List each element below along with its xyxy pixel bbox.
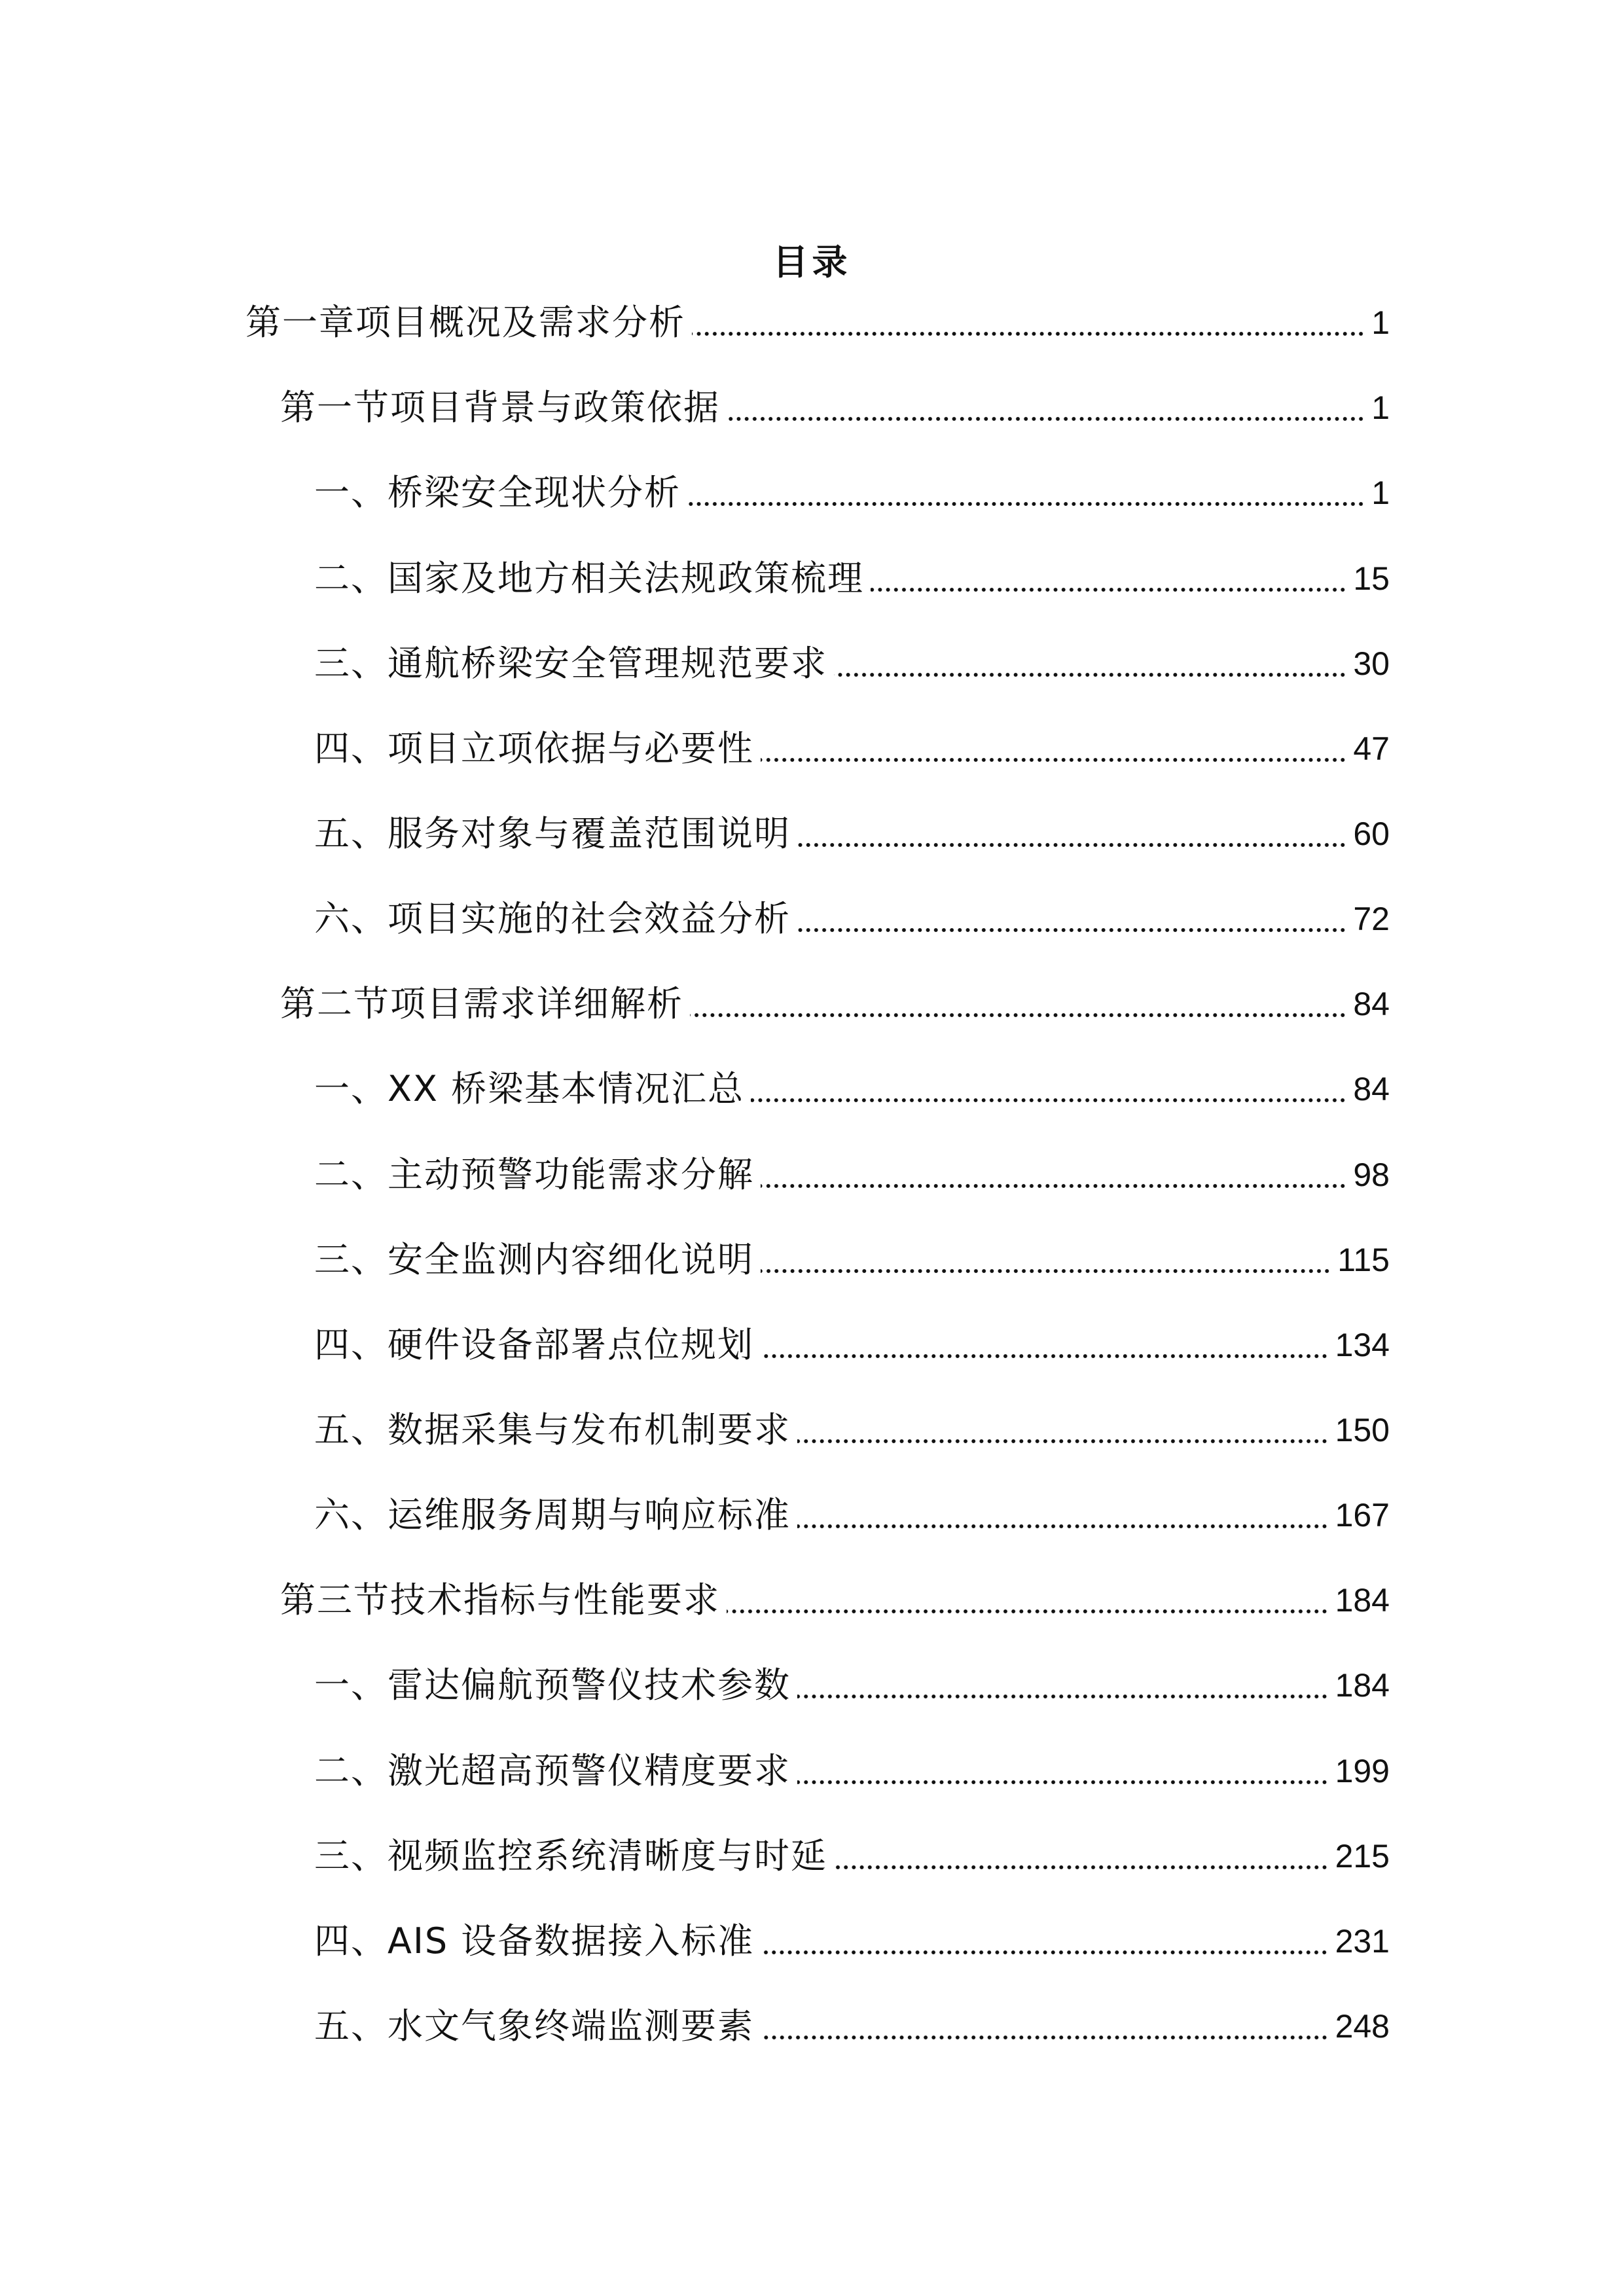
toc-entry-page: 30 [1353,645,1390,682]
toc-leader-dots [834,1865,1329,1870]
toc-entry-label: 三、视频监控系统清晰度与时延 [314,1835,827,1876]
toc-entry-label: 第三节技术指标与性能要求 [280,1579,720,1621]
toc-entry-label: 第一章项目概况及需求分析 [245,302,685,343]
toc-entry-item[interactable] [314,1316,1390,1368]
toc-entry-item[interactable] [314,889,1390,942]
toc-entry-page: 248 [1335,2008,1390,2045]
toc-entry-label: 二、主动预警功能需求分解 [314,1154,754,1195]
toc-leader-dots [751,1098,1346,1103]
toc-entry-page: 215 [1335,1838,1390,1874]
toc-leader-dots [761,1950,1328,1955]
toc-leader-dots [761,2035,1329,2040]
toc-entry-item[interactable] [314,1060,1390,1112]
toc-entry-section-3[interactable] [280,1571,1390,1623]
toc-entry-label: 二、激光超高预警仪精度要求 [314,1750,791,1791]
toc-entry-item[interactable] [314,804,1390,857]
toc-entry-page: 199 [1335,1753,1390,1789]
toc-entry-item[interactable] [314,463,1390,516]
toc-entry-label: 一、桥梁安全现状分析 [314,472,681,513]
toc-entry-item[interactable] [314,1997,1390,2049]
toc-entry-page: 184 [1335,1582,1390,1619]
toc-entry-label: 三、安全监测内容细化说明 [314,1239,754,1280]
toc-leader-dots [761,1354,1329,1359]
toc-entry-label: 五、水文气象终端监测要素 [314,2005,754,2047]
toc-entry-label: 五、数据采集与发布机制要求 [314,1409,791,1450]
toc-entry-label: 五、服务对象与覆盖范围说明 [314,813,791,854]
toc-entry-page: 98 [1353,1157,1390,1193]
toc-leader-dots [797,1439,1329,1444]
toc-entry-label: 一、XX 桥梁基本情况汇总 [314,1068,745,1109]
toc-entry-page: 15 [1353,560,1390,597]
toc-entry-item[interactable] [314,1486,1390,1538]
toc-entry-label: 六、项目实施的社会效益分析 [314,898,791,939]
toc-leader-dots [761,1268,1331,1274]
toc-entry-label: 一、雷达偏航预警仪技术参数 [314,1664,791,1706]
toc-leader-dots [687,501,1365,507]
toc-entry-page: 150 [1335,1412,1390,1448]
toc-title: 目录 [772,242,852,283]
toc-entry-item[interactable] [314,719,1390,772]
toc-entry-page: 1 [1371,389,1390,426]
toc-entry-chapter-1[interactable] [245,293,1390,346]
toc-entry-item[interactable] [314,1401,1390,1453]
toc-entry-page: 167 [1335,1497,1390,1534]
toc-entry-section-1[interactable] [280,378,1390,431]
toc-entry-page: 84 [1353,986,1390,1022]
toc-entry-item[interactable] [314,1912,1390,1964]
toc-entry-page: 184 [1335,1667,1390,1704]
toc-leader-dots [797,1524,1329,1529]
toc-leader-dots [692,331,1365,336]
toc-entry-label: 第一节项目背景与政策依据 [280,387,720,428]
toc-entry-item[interactable] [314,634,1390,687]
toc-entry-page: 231 [1335,1923,1390,1960]
toc-entry-page: 60 [1353,816,1390,852]
toc-entry-page: 47 [1353,730,1390,767]
toc-entry-item[interactable] [314,549,1390,601]
toc-entry-item[interactable] [314,1230,1390,1283]
toc-entry-label: 六、运维服务周期与响应标准 [314,1494,791,1535]
toc-leader-dots [727,1609,1329,1614]
toc-leader-dots [834,672,1346,677]
toc-entry-page: 1 [1371,475,1390,511]
toc-leader-dots [727,416,1365,422]
toc-leader-dots [797,1780,1329,1785]
toc-entry-page: 72 [1353,901,1390,937]
toc-leader-dots [797,1694,1329,1699]
toc-leader-dots [690,1013,1346,1018]
toc-entry-label: 第二节项目需求详细解析 [280,983,683,1024]
toc-entry-label: 三、通航桥梁安全管理规范要求 [314,643,827,684]
toc-entry-item[interactable] [314,1656,1390,1708]
toc-leader-dots [871,587,1346,592]
toc-leader-dots [761,757,1346,762]
toc-entry-label: 二、国家及地方相关法规政策梳理 [314,558,864,599]
toc-entry-item[interactable] [314,1742,1390,1794]
toc-entry-section-2[interactable] [280,975,1390,1027]
toc-entry-label: 四、项目立项依据与必要性 [314,728,754,769]
toc-entry-page: 134 [1335,1327,1390,1363]
toc-entry-page: 1 [1371,304,1390,341]
toc-entry-item[interactable] [314,1145,1390,1198]
toc-leader-dots [797,842,1346,848]
toc-entry-label: 四、硬件设备部署点位规划 [314,1324,754,1365]
toc-leader-dots [761,1183,1346,1189]
toc-leader-dots [797,927,1346,933]
toc-entry-item[interactable] [314,1827,1390,1879]
toc-entry-page: 115 [1337,1242,1390,1278]
toc-entry-page: 84 [1353,1071,1390,1107]
toc-entry-label: 四、AIS 设备数据接入标准 [314,1920,755,1962]
